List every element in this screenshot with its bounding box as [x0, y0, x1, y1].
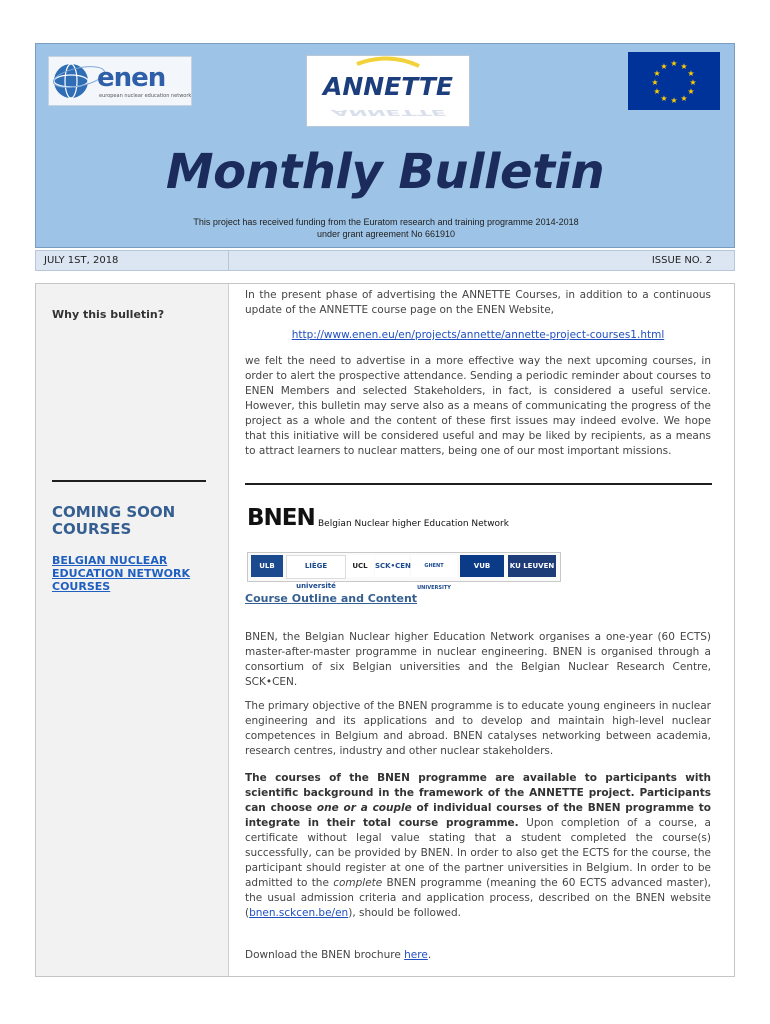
why-body-paragraph: we felt the need to advertise in a more effective way the next upcoming courses, in order to alert the prospective attendance. Sending a periodic reminder about courses to ENEN Members and selected Stakeholders, in fact, is considered a useful service. However, this bulletin may serve also as a means of communicating the progress of the project as a whole and the content of these first issues may indeed evolve. We hope that this initiative will be considered useful and may be liked by recipients, as a means to attract learners to nuclear matters, being one of our most important missions.: [245, 355, 711, 457]
university-logo: LIÈGE université: [286, 555, 346, 579]
participation-rest-a: Upon completion of a course, a certificate without legal value stating that a student completed the course(s) successfully, can be provided by BNEN. In order to also get the ECTS for the course, the participant should register at one of the partner universities in Belgium. In order to be admitted to the: [245, 817, 711, 889]
participation-italic: complete: [333, 877, 383, 889]
participation-end: ), should be followed.: [348, 907, 462, 919]
participation-rest-b: BNEN programme (meaning the 60 ECTS advanced master), the usual admission criteria and application process, described on the BNEN website (: [245, 877, 712, 919]
svg-text:★: ★: [687, 87, 695, 96]
download-end: .: [427, 949, 432, 961]
university-logo: SCK•CEN: [375, 555, 409, 577]
bnen-objective-paragraph: The primary objective of the BNEN programme is to educate young engineers in nuclear engineering and its applications and to develop and maintain high-level nuclear competences in Belgium and abroad. BNEN catalyses networking between academia, research centres, industry and other nuclear stakeholders.: [245, 700, 711, 757]
enen-logo: [48, 56, 192, 106]
participation-bold-italic: one or a couple: [316, 802, 412, 814]
issue-date: JULY 1ST, 2018: [44, 255, 119, 266]
svg-text:★: ★: [653, 69, 661, 78]
dateline-bar: [35, 250, 735, 271]
enen-tagline: european nuclear education network: [99, 93, 192, 99]
sidebar: [36, 284, 229, 976]
annette-logo: [306, 55, 470, 127]
university-logo: GHENT UNIVERSITY: [411, 555, 457, 577]
participation-bold-a: The courses of the BNEN programme are available to participants with scientific background in the framework of the ANNETTE project. Participants can choose: [245, 772, 711, 814]
eu-flag: [628, 52, 720, 110]
why-bulletin-heading: Why this bulletin?: [52, 308, 165, 321]
bnen-intro-paragraph: BNEN, the Belgian Nuclear higher Education Network organises a one-year (60 ECTS) master-after-master programme in nuclear engineering. BNEN is organised through a consortium of six Belgian universities and the Belgian Nuclear Research Centre, SCK•CEN.: [245, 631, 711, 688]
svg-text:★: ★: [680, 94, 688, 103]
funding-notice: [166, 216, 606, 240]
university-logos-strip: [247, 552, 561, 591]
coming-soon-heading: COMING SOON COURSES: [52, 503, 176, 538]
sidebar-divider: [52, 480, 206, 482]
svg-text:★: ★: [670, 59, 678, 68]
svg-text:★: ★: [680, 62, 688, 71]
download-text: Download the BNEN brochure: [245, 949, 405, 961]
dateline-divider: [228, 251, 229, 270]
brochure-here-link[interactable]: here: [404, 949, 428, 961]
intro-paragraph: In the present phase of advertising the ANNETTE Courses, in addition to a continuous update of the ANNETTE course page on the ENEN Website,: [245, 289, 711, 316]
svg-text:★: ★: [660, 94, 668, 103]
funding-line-1: This project has received funding from the Euratom research and training programme 2014-2018: [193, 217, 579, 227]
svg-text:★: ★: [653, 87, 661, 96]
bnen-logo-word: BNEN: [247, 505, 315, 531]
eu-stars-icon: [628, 52, 720, 110]
bulletin-body: [35, 283, 735, 977]
svg-text:★: ★: [660, 62, 668, 71]
university-logo: VUB: [460, 555, 504, 577]
bnen-logo-subtitle: Belgian Nuclear higher Education Network: [318, 519, 509, 529]
enen-wordmark: enen: [97, 63, 166, 93]
university-logo: ULB: [251, 555, 283, 577]
bnen-website-link[interactable]: bnen.sckcen.be/en: [249, 907, 349, 919]
course-outline-heading: Course Outline and Content: [245, 592, 418, 605]
university-logo: UCL: [346, 555, 374, 577]
bulletin-header: [35, 43, 735, 248]
issue-number: ISSUE NO. 2: [651, 255, 712, 266]
download-brochure-line: [245, 948, 711, 963]
bulletin-title: Monthly Bulletin: [165, 144, 605, 200]
bnen-courses-link[interactable]: BELGIAN NUCLEAR EDUCATION NETWORK COURSES: [52, 554, 190, 593]
svg-text:★: ★: [687, 69, 695, 78]
funding-line-2: under grant agreement No 661910: [316, 229, 456, 239]
annette-courses-url-link[interactable]: http://www.enen.eu/en/projects/annette/annette-project-courses1.html: [291, 329, 665, 341]
svg-text:★: ★: [651, 78, 659, 87]
bnen-logo: [245, 505, 535, 550]
university-logo: KU LEUVEN: [508, 555, 556, 577]
bnen-participation-paragraph: [245, 771, 711, 921]
content-divider: [245, 483, 712, 485]
svg-text:★: ★: [670, 96, 678, 105]
svg-text:★: ★: [689, 78, 697, 87]
annette-wordmark: ANNETTE: [322, 72, 454, 101]
participation-bold-b: of individual courses of the BNEN programme to integrate in their total course programme.: [245, 802, 712, 829]
svg-text:ANNETTE: ANNETTE: [331, 108, 447, 117]
